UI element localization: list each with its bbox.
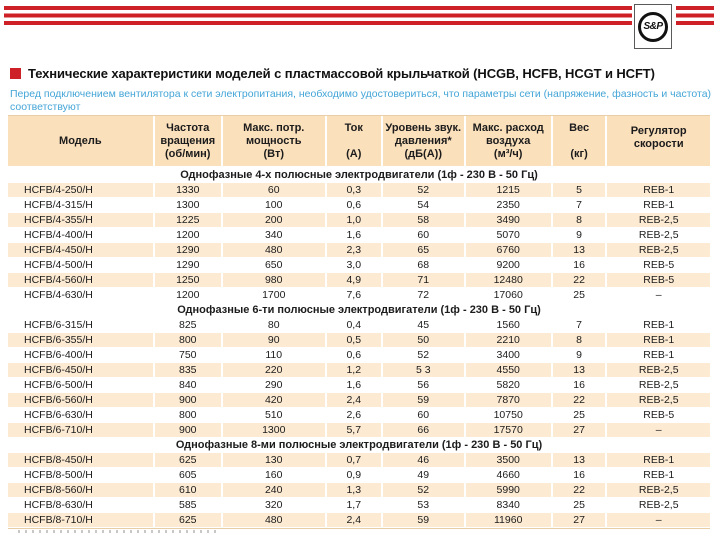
cell-current: 0,3 — [327, 183, 383, 197]
cell-power: 320 — [223, 498, 327, 512]
column-header-unit: (м³/ч) — [493, 147, 523, 160]
cell-speed: 800 — [155, 408, 223, 422]
cell-model: HCFB/4-355/H — [8, 213, 155, 227]
cell-noise: 71 — [383, 273, 466, 287]
cell-weight: 25 — [553, 498, 608, 512]
cell-airflow: 5990 — [466, 483, 553, 497]
cell-controller: REB-2,5 — [638, 378, 679, 391]
table-row — [8, 483, 710, 498]
cell-model: HCFB/6-400/H — [8, 348, 155, 362]
cell-noise: 68 — [383, 258, 466, 272]
cell-airflow: 5820 — [466, 378, 553, 392]
cell-weight: 25 — [553, 288, 608, 302]
cell-power: 1300 — [223, 423, 327, 437]
table-row — [8, 198, 710, 213]
cell-weight: 9 — [553, 348, 608, 362]
cell-current: 1,7 — [327, 498, 383, 512]
cell-controller: REB-1 — [643, 468, 675, 481]
cell-current: 0,7 — [327, 453, 383, 467]
cell-noise: 66 — [383, 423, 466, 437]
column-header-speed — [155, 116, 223, 166]
column-header-weight — [553, 116, 608, 166]
cell-current: 1,3 — [327, 483, 383, 497]
column-header-unit: (об/мин) — [165, 147, 211, 160]
cell-current: 2,4 — [327, 393, 383, 407]
cell-airflow: 3500 — [466, 453, 553, 467]
cell-noise: 53 — [383, 498, 466, 512]
cell-weight: 22 — [553, 393, 608, 407]
cell-model: HCFB/6-450/H — [8, 363, 155, 377]
cell-model: HCFB/4-500/H — [8, 258, 155, 272]
table-row — [8, 453, 710, 468]
cell-airflow: 3490 — [466, 213, 553, 227]
cell-airflow: 11960 — [466, 513, 553, 527]
cell-model: HCFB/4-630/H — [8, 288, 155, 302]
cell-power: 160 — [223, 468, 327, 482]
cell-current: 4,9 — [327, 273, 383, 287]
cell-airflow: 10750 — [466, 408, 553, 422]
cell-noise: 45 — [383, 318, 466, 332]
column-header-label: Модель — [59, 134, 102, 147]
column-header-airflow — [466, 116, 553, 166]
table-row — [8, 468, 710, 483]
column-header-label: Вес — [569, 122, 590, 134]
note-line-1: Перед подключением вентилятора к сети электропитания, необходимо удостовериться, что параметры сети (напряжение, фазность и частота) соответствуют — [10, 88, 712, 113]
cell-noise: 72 — [383, 288, 466, 302]
cell-weight: 8 — [553, 333, 608, 347]
column-header-label: Регулятор скорости — [630, 125, 687, 150]
cell-current: 2,6 — [327, 408, 383, 422]
table-row — [8, 363, 710, 378]
cell-power: 1700 — [223, 288, 327, 302]
cell-current: 1,2 — [327, 363, 383, 377]
cell-noise: 50 — [383, 333, 466, 347]
spec-table — [8, 115, 710, 529]
cell-weight: 13 — [553, 453, 608, 467]
cell-model: HCFB/4-450/H — [8, 243, 155, 257]
cell-noise: 65 — [383, 243, 466, 257]
cell-noise: 52 — [383, 183, 466, 197]
table-row — [8, 273, 710, 288]
column-header-label: Уровень звук. давления* — [385, 122, 462, 147]
table-row — [8, 288, 710, 303]
cell-power: 240 — [223, 483, 327, 497]
cell-speed: 1225 — [155, 213, 223, 227]
cell-speed: 840 — [155, 378, 223, 392]
column-header-label: Макс. потр. мощность — [243, 122, 305, 147]
column-header-unit: (Вт) — [263, 147, 284, 160]
title-row — [10, 66, 714, 81]
cell-weight: 13 — [553, 363, 608, 377]
column-header-unit: (дБ(А)) — [404, 147, 442, 160]
cell-model: HCFB/6-500/H — [8, 378, 155, 392]
table-row — [8, 183, 710, 198]
cell-noise: 60 — [383, 408, 466, 422]
cell-weight: 8 — [553, 213, 608, 227]
cell-current: 2,3 — [327, 243, 383, 257]
cell-airflow: 17060 — [466, 288, 553, 302]
cell-power: 130 — [223, 453, 327, 467]
table-row — [8, 318, 710, 333]
cell-weight: 16 — [553, 468, 608, 482]
cell-model: HCFB/8-710/H — [8, 513, 155, 527]
title-bullet-icon — [10, 68, 21, 79]
cell-airflow: 9200 — [466, 258, 553, 272]
cell-weight: 9 — [553, 228, 608, 242]
table-row — [8, 333, 710, 348]
cell-speed: 585 — [155, 498, 223, 512]
cell-speed: 900 — [155, 423, 223, 437]
cell-power: 60 — [223, 183, 327, 197]
sp-logo-text: S&P — [643, 21, 663, 32]
cell-weight: 22 — [553, 483, 608, 497]
cell-controller: REB-1 — [643, 318, 675, 331]
table-row — [8, 423, 710, 438]
cell-controller: – — [655, 423, 662, 436]
column-header-current — [327, 116, 383, 166]
cell-power: 110 — [223, 348, 327, 362]
sp-logo-icon — [638, 12, 668, 42]
cell-current: 1,6 — [327, 228, 383, 242]
cell-weight: 7 — [553, 198, 608, 212]
cell-model: HCFB/8-630/H — [8, 498, 155, 512]
cell-speed: 625 — [155, 453, 223, 467]
cell-model: HCFB/6-710/H — [8, 423, 155, 437]
table-row — [8, 498, 710, 513]
cell-airflow: 3400 — [466, 348, 553, 362]
cell-model: HCFB/4-315/H — [8, 198, 155, 212]
cell-weight: 25 — [553, 408, 608, 422]
cell-current: 0,9 — [327, 468, 383, 482]
cell-model: HCFB/6-630/H — [8, 408, 155, 422]
cell-controller: REB-2,5 — [638, 483, 679, 496]
cell-current: 0,6 — [327, 348, 383, 362]
cell-controller: REB-5 — [643, 273, 675, 286]
cell-speed: 900 — [155, 393, 223, 407]
cell-power: 100 — [223, 198, 327, 212]
cell-model: HCFB/8-450/H — [8, 453, 155, 467]
cell-controller: REB-5 — [643, 408, 675, 421]
cell-weight: 5 — [553, 183, 608, 197]
cell-speed: 1330 — [155, 183, 223, 197]
cell-speed: 610 — [155, 483, 223, 497]
cell-noise: 49 — [383, 468, 466, 482]
cell-power: 220 — [223, 363, 327, 377]
cell-controller: – — [655, 513, 662, 526]
cell-speed: 800 — [155, 333, 223, 347]
cell-power: 980 — [223, 273, 327, 287]
section-header: Однофазные 8-ми полюсные электродвигатели (1ф - 230 В - 50 Гц) — [8, 438, 710, 453]
cell-noise: 5 3 — [383, 363, 466, 377]
cell-noise: 52 — [383, 348, 466, 362]
cell-current: 5,7 — [327, 423, 383, 437]
brand-stripes-left — [4, 6, 632, 25]
cell-controller: REB-1 — [643, 333, 675, 346]
cell-speed: 1290 — [155, 258, 223, 272]
cell-speed: 625 — [155, 513, 223, 527]
cell-speed: 605 — [155, 468, 223, 482]
column-header-controller — [607, 116, 709, 166]
cell-power: 480 — [223, 513, 327, 527]
cell-airflow: 1215 — [466, 183, 553, 197]
column-header-label: Макс. расход воздуха — [472, 122, 544, 147]
cell-power: 420 — [223, 393, 327, 407]
cell-speed: 825 — [155, 318, 223, 332]
table-row — [8, 243, 710, 258]
column-header-label: Частота вращения — [160, 122, 216, 147]
cell-current: 3,0 — [327, 258, 383, 272]
table-row — [8, 393, 710, 408]
column-header-label: Ток — [344, 122, 363, 134]
cell-weight: 16 — [553, 378, 608, 392]
cell-noise: 46 — [383, 453, 466, 467]
cell-noise: 54 — [383, 198, 466, 212]
cell-current: 0,5 — [327, 333, 383, 347]
brand-logo — [634, 4, 672, 49]
cell-airflow: 6760 — [466, 243, 553, 257]
table-row — [8, 228, 710, 243]
cell-airflow: 7870 — [466, 393, 553, 407]
cell-model: HCFB/4-400/H — [8, 228, 155, 242]
cell-power: 200 — [223, 213, 327, 227]
cell-model: HCFB/6-315/H — [8, 318, 155, 332]
cell-controller: REB-1 — [643, 348, 675, 361]
cell-power: 340 — [223, 228, 327, 242]
column-header-unit: (А) — [346, 147, 362, 160]
cell-current: 1,6 — [327, 378, 383, 392]
cell-airflow: 17570 — [466, 423, 553, 437]
cell-model: HCFB/8-500/H — [8, 468, 155, 482]
cell-airflow: 12480 — [466, 273, 553, 287]
cell-weight: 22 — [553, 273, 608, 287]
cell-current: 0,6 — [327, 198, 383, 212]
page-title: Технические характеристики моделей с пластмассовой крыльчаткой (HCGB, HCFB, HCGT и HCFT) — [28, 66, 655, 81]
column-header-model — [8, 116, 155, 166]
cell-airflow: 2210 — [466, 333, 553, 347]
table-row — [8, 213, 710, 228]
cell-power: 90 — [223, 333, 327, 347]
cell-model: HCFB/6-560/H — [8, 393, 155, 407]
cell-speed: 1200 — [155, 228, 223, 242]
cell-controller: REB-5 — [643, 258, 675, 271]
table-row — [8, 348, 710, 363]
cell-controller: REB-1 — [643, 198, 675, 211]
cell-weight: 7 — [553, 318, 608, 332]
cell-speed: 1300 — [155, 198, 223, 212]
brand-stripes-right — [676, 6, 714, 25]
column-header-power — [223, 116, 327, 166]
cell-weight: 13 — [553, 243, 608, 257]
cell-power: 650 — [223, 258, 327, 272]
cell-airflow: 1560 — [466, 318, 553, 332]
cell-current: 2,4 — [327, 513, 383, 527]
cell-controller: REB-1 — [643, 453, 675, 466]
cell-noise: 60 — [383, 228, 466, 242]
cell-airflow: 2350 — [466, 198, 553, 212]
cell-power: 480 — [223, 243, 327, 257]
cell-model: HCFB/8-560/H — [8, 483, 155, 497]
cell-airflow: 8340 — [466, 498, 553, 512]
cell-controller: REB-2,5 — [638, 213, 679, 226]
cell-weight: 27 — [553, 423, 608, 437]
cell-current: 0,4 — [327, 318, 383, 332]
table-row — [8, 408, 710, 423]
cell-noise: 56 — [383, 378, 466, 392]
cell-airflow: 5070 — [466, 228, 553, 242]
cell-airflow: 4550 — [466, 363, 553, 377]
cell-noise: 52 — [383, 483, 466, 497]
cell-controller: REB-2,5 — [638, 228, 679, 241]
cell-model: HCFB/6-355/H — [8, 333, 155, 347]
cell-noise: 59 — [383, 393, 466, 407]
table-row — [8, 513, 710, 528]
cell-airflow: 4660 — [466, 468, 553, 482]
column-header-unit: (кг) — [570, 147, 588, 160]
cell-controller: REB-2,5 — [638, 498, 679, 511]
cell-weight: 16 — [553, 258, 608, 272]
table-row — [8, 258, 710, 273]
cell-current: 7,6 — [327, 288, 383, 302]
cell-speed: 1200 — [155, 288, 223, 302]
table-header-row — [8, 116, 710, 168]
section-header: Однофазные 6-ти полюсные электродвигатели (1ф - 230 В - 50 Гц) — [8, 303, 710, 318]
cell-noise: 58 — [383, 213, 466, 227]
table-row — [8, 378, 710, 393]
cell-model: HCFB/4-560/H — [8, 273, 155, 287]
cell-power: 290 — [223, 378, 327, 392]
cell-speed: 835 — [155, 363, 223, 377]
cell-power: 510 — [223, 408, 327, 422]
cell-current: 1,0 — [327, 213, 383, 227]
cell-weight: 27 — [553, 513, 608, 527]
cell-controller: REB-2,5 — [638, 243, 679, 256]
column-header-noise — [383, 116, 466, 166]
cell-speed: 1290 — [155, 243, 223, 257]
cell-noise: 59 — [383, 513, 466, 527]
cell-speed: 750 — [155, 348, 223, 362]
section-header: Однофазные 4-х полюсные электродвигатели (1ф - 230 В - 50 Гц) — [8, 168, 710, 183]
cell-power: 80 — [223, 318, 327, 332]
cell-controller: REB-1 — [643, 183, 675, 196]
cell-controller: REB-2,5 — [638, 363, 679, 376]
cell-controller: REB-2,5 — [638, 393, 679, 406]
cell-controller: – — [655, 288, 662, 301]
cell-model: HCFB/4-250/H — [8, 183, 155, 197]
cell-speed: 1250 — [155, 273, 223, 287]
